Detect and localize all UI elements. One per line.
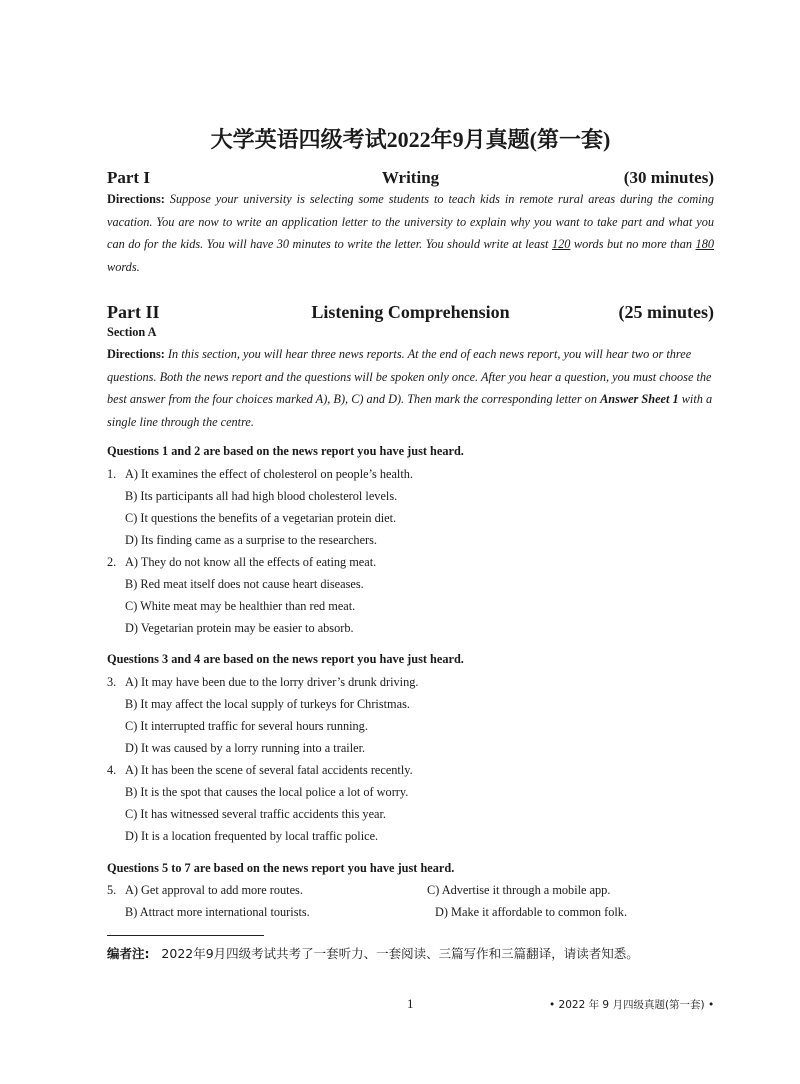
group-3-heading: Questions 5 to 7 are based on the news report you have just heard.	[107, 861, 455, 875]
part-2-header	[107, 302, 714, 326]
option-1a: A) It examines the effect of cholesterol on people’s health.	[125, 467, 413, 481]
option-2d: D) Vegetarian protein may be easier to absorb.	[125, 621, 354, 635]
option-2a: A) They do not know all the effects of eating meat.	[125, 555, 377, 569]
part-2-directions-text: In this section, you will hear three news reports. At the end of each news report, you will hear two or three questions. Both the news report and the questions will be spoken only once. After you hear a question, you must choose the best answer from the four choices marked A), B), C) and D). Then mark the corresponding letter on	[107, 347, 712, 407]
option-4d: D) It is a location frequented by local traffic police.	[125, 829, 379, 843]
option-5d: D) Make it affordable to common folk.	[435, 905, 628, 919]
note-divider	[107, 935, 264, 936]
option-3c: C) It interrupted traffic for several hours running.	[125, 719, 368, 733]
question-number: 1.	[107, 467, 117, 481]
question-number: 3.	[107, 675, 117, 689]
option-3a: A) It may have been due to the lorry driver’s drunk driving.	[125, 675, 419, 689]
editor-note-label: 编者注:	[107, 946, 150, 961]
page-footer: • 2022 年 9 月四级真题(第一套) •	[549, 999, 715, 1011]
group-1-heading: Questions 1 and 2 are based on the news report you have just heard.	[107, 444, 464, 458]
option-1d: D) Its finding came as a surprise to the researchers.	[125, 533, 377, 547]
section-a-label: Section A	[107, 325, 157, 339]
option-2b: B) Red meat itself does not cause heart diseases.	[125, 577, 364, 591]
option-5c: C) Advertise it through a mobile app.	[427, 883, 611, 897]
min-words: 120	[551, 237, 571, 252]
part-1-directions-text-3: words.	[107, 259, 140, 274]
option-2c: C) White meat may be healthier than red meat.	[125, 599, 356, 613]
part-1-directions-text: Suppose your university is selecting some students to teach kids in remote rural areas during the coming vacation. You are now to write an application letter to the university to explain why you want to take part and what you can do for the kids. You will have 30 minutes to write the letter. You should write at least	[107, 192, 715, 252]
editor-note	[107, 944, 639, 962]
part-1-directions	[107, 188, 714, 278]
option-4b: B) It is the spot that causes the local police a lot of worry.	[125, 785, 409, 799]
question-number: 5.	[107, 883, 117, 897]
option-1c: C) It questions the benefits of a vegetarian protein diet.	[125, 511, 397, 525]
max-words: 180	[695, 237, 714, 252]
question-number: 2.	[107, 555, 117, 569]
option-5b: B) Attract more international tourists.	[125, 905, 310, 919]
answer-sheet-label: Answer Sheet 1	[600, 392, 679, 407]
part-2-directions-label: Directions:	[107, 347, 165, 361]
editor-note-text: 2022年9月四级考试共考了一套听力、一套阅读、三篇写作和三篇翻译，请读者知悉。	[161, 946, 639, 961]
option-1b: B) Its participants all had high blood cholesterol levels.	[125, 489, 398, 503]
part-1-name: Writing	[381, 168, 440, 187]
option-5a: A) Get approval to add more routes.	[125, 883, 303, 897]
option-4a: A) It has been the scene of several fatal accidents recently.	[125, 763, 413, 777]
part-1-directions-text-2: words but no more than	[570, 237, 696, 252]
option-3d: D) It was caused by a lorry running into a trailer.	[125, 741, 366, 755]
part-2-directions-text-2: with a single line through the centre.	[107, 392, 713, 429]
option-4c: C) It has witnessed several traffic accidents this year.	[125, 807, 386, 821]
part-2-directions	[107, 343, 714, 433]
part-1-label: Part I	[107, 168, 150, 187]
part-1-directions-label: Directions:	[107, 192, 165, 206]
part-2-time: (25 minutes)	[618, 302, 714, 322]
part-2-name: Listening Comprehension	[311, 302, 510, 322]
group-2-heading: Questions 3 and 4 are based on the news report you have just heard.	[107, 652, 464, 666]
option-3b: B) It may affect the local supply of turkeys for Christmas.	[125, 697, 410, 711]
page-number: 1	[407, 996, 414, 1011]
part-2-label: Part II	[107, 302, 160, 322]
part-1-time: (30 minutes)	[623, 168, 714, 187]
page-title: 大学英语四级考试2022年9月真题(第一套)	[210, 127, 611, 152]
question-number: 4.	[107, 763, 117, 777]
